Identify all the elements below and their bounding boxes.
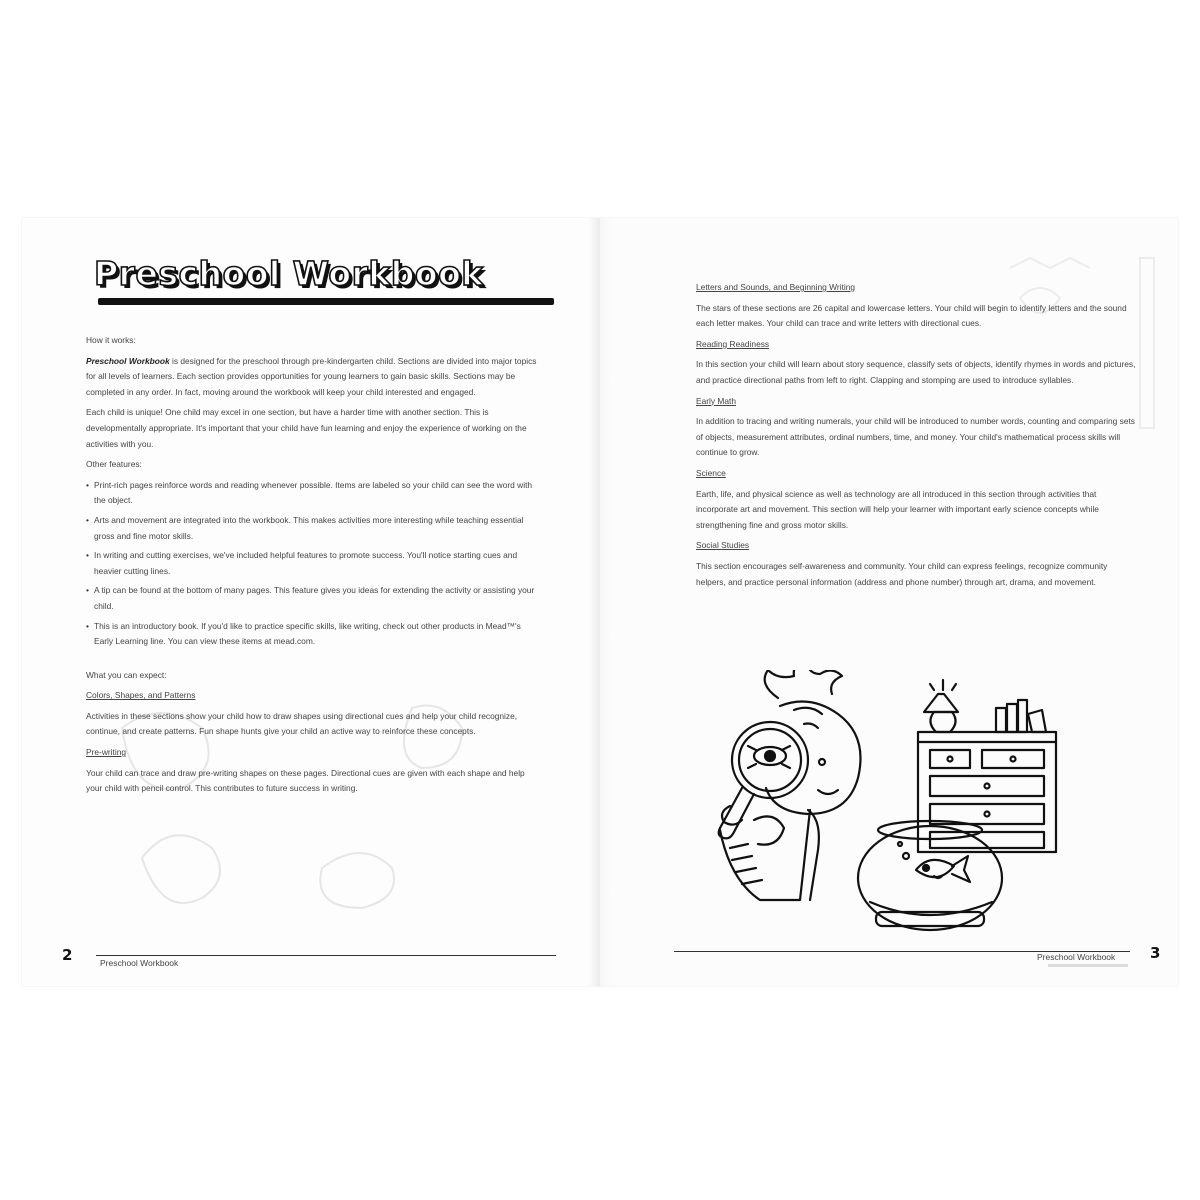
- reading-readiness-heading: Reading Readiness: [696, 338, 770, 349]
- child-hair-drawing: [765, 670, 842, 698]
- title-underline-bar: [98, 298, 554, 305]
- social-studies-heading: Social Studies: [696, 540, 750, 551]
- early-math-heading: Early Math: [696, 395, 737, 406]
- intro-paragraph-text: is designed for the preschool through pre-kindergarten child. Sections are divided into major topics for all levels of learners. Each section provides opportunities for young learners to gain basic skills. Sections may be completed in any order. In fact, moving around the workbook will keep your child interested and engaged.: [86, 355, 537, 397]
- prewriting-heading: Pre-writing: [86, 747, 127, 758]
- intro-paragraph: [86, 354, 538, 401]
- early-math-text: In addition to tracing and writing numerals, your child will be introduced to number words, counting and comparing sets of objects, measurement attributes, ordinal numbers, time, and money. Your child's mathematical process skills will continue to grow.: [696, 416, 1135, 458]
- unique-child-paragraph: Each child is unique! One child may excel in one section, but have a harder time with another section. This is developmentally appropriate. It's important that your child have fun learning and enjoy the experience of working on the activities with you.: [86, 407, 527, 449]
- page-title: Preschool Workbook: [94, 254, 484, 293]
- letters-sounds-heading: Letters and Sounds, and Beginning Writing: [696, 282, 856, 292]
- right-body-text: [696, 280, 1136, 595]
- left-body-text: [86, 333, 538, 802]
- page-number-right: 3: [1150, 944, 1161, 962]
- science-heading: Science: [696, 467, 726, 478]
- reading-readiness-text: In this section your child will learn about story sequence, classify sets of objects, identify rhymes in words and pictures, and practice directional paths from left to right. Clapping and stomping are used to introduce syllables.: [696, 359, 1136, 385]
- features-list: [86, 478, 538, 650]
- how-it-works-heading: How it works:: [86, 335, 136, 345]
- feature-item: • This is an introductory book. If you'd like to practice specific skills, like writing, check out other products in Mead™'s Early Learning line. You can view these items at mead.com.: [86, 619, 538, 650]
- what-to-expect-heading: What you can expect:: [86, 669, 167, 680]
- science-text: Earth, life, and physical science as well as technology are all introduced in this section through activities that incorporate art and movement. This section will help your learner with important early science concepts while strengthening fine and gross motor skills.: [696, 488, 1099, 530]
- page-title-banner: [94, 254, 564, 316]
- footer-small-print: [1048, 964, 1128, 967]
- feature-item: • In writing and cutting exercises, we've included helpful features to promote success. You'll notice starting cues and heavier cutting lines.: [86, 548, 538, 579]
- child-magnifying-glass-illustration: [690, 670, 1070, 940]
- colors-shapes-text: Activities in these sections show your child how to draw shapes using directional cues and help your child recognize, continue, and create patterns. Fun shape hunts give your child an active way to reinforce these concepts.: [86, 710, 518, 737]
- other-features-heading: Other features:: [86, 459, 142, 470]
- goldfish-drawing: [916, 860, 954, 877]
- footer-title-left: Preschool Workbook: [100, 958, 179, 968]
- intro-book-title: Preschool Workbook: [86, 355, 170, 366]
- footer-title-right: Preschool Workbook: [1037, 952, 1116, 962]
- books-drawing: [996, 708, 1006, 732]
- book-spine-shadow: [588, 218, 612, 986]
- left-page: [22, 218, 600, 986]
- lamp-drawing: [924, 694, 958, 712]
- letters-sounds-text: The stars of these sections are 26 capital and lowercase letters. Your child will begin to identify letters and the sound each letter makes. Your child can trace and write letters with directional cues.: [696, 302, 1127, 329]
- feature-item: • Arts and movement are integrated into the workbook. This makes activities more interesting while teaching essential gross and fine motor skills.: [86, 513, 538, 544]
- page-number-left: 2: [62, 946, 73, 964]
- colors-shapes-heading: Colors, Shapes, and Patterns: [86, 690, 196, 701]
- feature-item: • A tip can be found at the bottom of many pages. This feature gives you ideas for extending the activity or assisting your child.: [86, 583, 538, 614]
- footer-rule-left: [96, 955, 556, 956]
- feature-item: • Print-rich pages reinforce words and reading whenever possible. Items are labeled so your child can see the word with the object.: [86, 478, 538, 509]
- social-studies-text: This section encourages self-awareness and community. Your child can express feelings, recognize community helpers, and practice personal information (address and phone number) through art, drama, and movement.: [696, 560, 1108, 587]
- prewriting-text: Your child can trace and draw pre-writing shapes on these pages. Directional cues are given with each shape and help your child with pencil control. This contributes to future success in writing.: [86, 767, 525, 794]
